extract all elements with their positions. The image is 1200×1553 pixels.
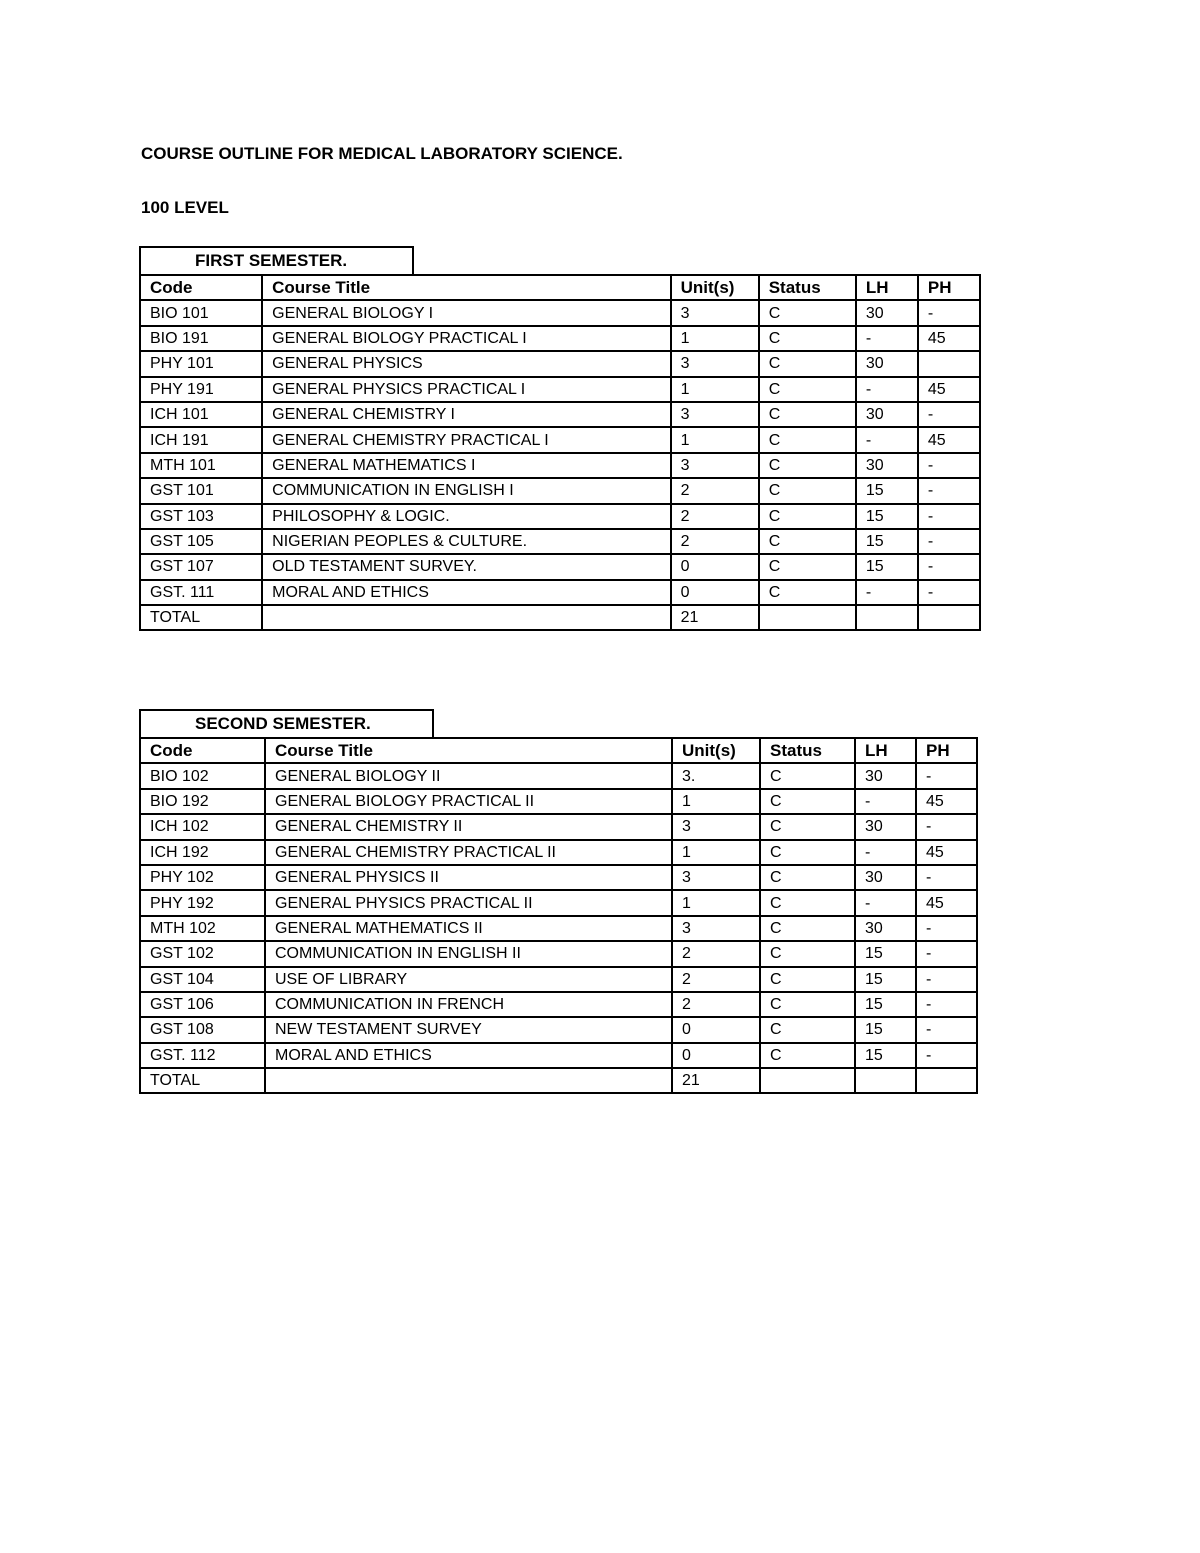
cell-course-title: NIGERIAN PEOPLES & CULTURE. [262,529,670,554]
cell-code: GST 103 [140,504,262,529]
cell-units: 21 [672,1068,760,1093]
cell-course-title: GENERAL BIOLOGY I [262,300,670,325]
table-row [140,992,977,1017]
column-header-course-title: Course Title [265,738,672,763]
cell-ph: - [916,967,977,992]
cell-status: C [760,967,855,992]
cell-units: 2 [671,529,759,554]
cell-units: 2 [672,967,760,992]
cell-ph: - [916,916,977,941]
cell-ph: - [918,504,980,529]
cell-ph: - [916,814,977,839]
second-semester-table [139,737,978,1094]
cell-course-title: GENERAL BIOLOGY II [265,763,672,788]
total-row [140,1068,977,1093]
cell-course-title: GENERAL PHYSICS PRACTICAL I [262,377,670,402]
cell-course-title: GENERAL BIOLOGY PRACTICAL I [262,326,670,351]
cell-status [760,1068,855,1093]
cell-status: C [759,504,856,529]
column-header-lh: LH [856,275,918,300]
cell-status: C [759,300,856,325]
column-header-course-title: Course Title [262,275,670,300]
cell-status: C [759,402,856,427]
cell-code: BIO 101 [140,300,262,325]
cell-course-title [265,1068,672,1093]
table-row [140,427,980,452]
cell-ph: 45 [916,789,977,814]
cell-status: C [760,992,855,1017]
cell-units: 3. [672,763,760,788]
cell-lh: - [855,789,916,814]
cell-code: GST 106 [140,992,265,1017]
cell-course-title: GENERAL MATHEMATICS II [265,916,672,941]
cell-course-title: PHILOSOPHY & LOGIC. [262,504,670,529]
cell-ph: - [916,992,977,1017]
column-header-status: Status [759,275,856,300]
cell-code: GST 107 [140,554,262,579]
cell-units: 2 [672,941,760,966]
cell-code: BIO 191 [140,326,262,351]
table-row [140,1017,977,1042]
cell-course-title: GENERAL PHYSICS PRACTICAL II [265,890,672,915]
cell-code: GST. 112 [140,1043,265,1068]
cell-lh: 30 [855,814,916,839]
cell-status: C [759,580,856,605]
cell-status: C [760,789,855,814]
cell-status: C [759,453,856,478]
cell-ph: 45 [916,890,977,915]
cell-status: C [760,916,855,941]
cell-course-title: MORAL AND ETHICS [265,1043,672,1068]
cell-ph: - [918,300,980,325]
cell-lh: 30 [856,402,918,427]
column-header-units: Unit(s) [672,738,760,763]
table-row [140,529,980,554]
cell-lh: - [856,377,918,402]
cell-code: PHY 102 [140,865,265,890]
cell-lh: 15 [855,1043,916,1068]
cell-lh: - [856,427,918,452]
cell-lh: - [856,580,918,605]
cell-units: 3 [672,916,760,941]
cell-course-title: OLD TESTAMENT SURVEY. [262,554,670,579]
cell-lh: 15 [855,967,916,992]
cell-course-title: COMMUNICATION IN FRENCH [265,992,672,1017]
table-row [140,351,980,376]
cell-status: C [760,941,855,966]
cell-course-title: GENERAL CHEMISTRY PRACTICAL II [265,840,672,865]
table-row [140,890,977,915]
cell-units: 3 [671,300,759,325]
cell-status: C [760,1017,855,1042]
cell-status: C [759,377,856,402]
cell-ph: - [916,1043,977,1068]
cell-course-title: GENERAL PHYSICS [262,351,670,376]
table-row [140,377,980,402]
cell-lh [856,605,918,630]
cell-ph: - [918,580,980,605]
column-header-code: Code [140,275,262,300]
cell-lh: 15 [855,941,916,966]
cell-units: 3 [671,402,759,427]
cell-course-title [262,605,670,630]
page-title: COURSE OUTLINE FOR MEDICAL LABORATORY SCIENCE. [141,144,623,163]
table-row [140,814,977,839]
cell-status: C [760,865,855,890]
cell-units: 3 [671,351,759,376]
table-row [140,840,977,865]
cell-units: 1 [672,840,760,865]
cell-ph [918,605,980,630]
table-row [140,300,980,325]
cell-course-title: COMMUNICATION IN ENGLISH II [265,941,672,966]
cell-status: C [759,478,856,503]
cell-units: 21 [671,605,759,630]
cell-lh: 30 [856,351,918,376]
cell-ph: 45 [918,326,980,351]
cell-code: PHY 101 [140,351,262,376]
cell-units: 2 [671,478,759,503]
table-row [140,967,977,992]
cell-ph: - [918,529,980,554]
cell-course-title: USE OF LIBRARY [265,967,672,992]
table-row [140,326,980,351]
table-header-row [140,738,977,763]
table-header-row [140,275,980,300]
cell-ph: - [918,453,980,478]
cell-course-title: NEW TESTAMENT SURVEY [265,1017,672,1042]
table-row [140,916,977,941]
column-header-code: Code [140,738,265,763]
cell-status: C [760,763,855,788]
cell-code: GST 104 [140,967,265,992]
cell-status: C [760,840,855,865]
cell-status: C [759,427,856,452]
cell-ph: - [918,478,980,503]
cell-code: ICH 101 [140,402,262,427]
first-semester-table [139,274,981,631]
cell-code: MTH 101 [140,453,262,478]
cell-units: 1 [671,377,759,402]
cell-ph: 45 [918,377,980,402]
table-row [140,453,980,478]
level-heading: 100 LEVEL [141,198,229,217]
first-semester-label: FIRST SEMESTER. [139,246,414,275]
cell-lh: 15 [856,554,918,579]
cell-course-title: GENERAL CHEMISTRY PRACTICAL I [262,427,670,452]
cell-units: 3 [672,814,760,839]
cell-units: 2 [671,504,759,529]
column-header-ph: PH [916,738,977,763]
cell-ph: - [918,554,980,579]
cell-lh: 30 [855,865,916,890]
table-row [140,554,980,579]
cell-code: ICH 192 [140,840,265,865]
cell-units: 0 [672,1017,760,1042]
column-header-units: Unit(s) [671,275,759,300]
cell-lh: 15 [856,529,918,554]
cell-lh: - [855,840,916,865]
cell-lh: 15 [856,478,918,503]
cell-lh: - [856,326,918,351]
second-semester-label: SECOND SEMESTER. [139,709,434,738]
cell-course-title: GENERAL BIOLOGY PRACTICAL II [265,789,672,814]
cell-lh: 30 [856,453,918,478]
cell-ph [916,1068,977,1093]
cell-units: 2 [672,992,760,1017]
table-row [140,789,977,814]
cell-course-title: GENERAL CHEMISTRY II [265,814,672,839]
cell-lh: 30 [855,916,916,941]
cell-status: C [759,326,856,351]
cell-course-title: GENERAL MATHEMATICS I [262,453,670,478]
total-row [140,605,980,630]
table-row [140,580,980,605]
cell-lh: - [855,890,916,915]
cell-code: TOTAL [140,605,262,630]
cell-course-title: MORAL AND ETHICS [262,580,670,605]
cell-lh [855,1068,916,1093]
cell-units: 1 [671,427,759,452]
cell-course-title: GENERAL PHYSICS II [265,865,672,890]
cell-ph: 45 [916,840,977,865]
cell-ph: - [916,1017,977,1042]
cell-ph: - [918,402,980,427]
cell-units: 1 [671,326,759,351]
cell-code: PHY 191 [140,377,262,402]
cell-course-title: GENERAL CHEMISTRY I [262,402,670,427]
cell-lh: 30 [855,763,916,788]
cell-units: 3 [672,865,760,890]
cell-code: BIO 102 [140,763,265,788]
table-row [140,865,977,890]
cell-ph: 45 [918,427,980,452]
column-header-ph: PH [918,275,980,300]
cell-status: C [760,890,855,915]
cell-code: BIO 192 [140,789,265,814]
cell-code: GST 102 [140,941,265,966]
cell-status: C [759,529,856,554]
cell-code: GST 108 [140,1017,265,1042]
cell-units: 0 [671,580,759,605]
cell-units: 1 [672,789,760,814]
cell-units: 1 [672,890,760,915]
cell-units: 0 [672,1043,760,1068]
cell-ph [918,351,980,376]
table-row [140,763,977,788]
table-row [140,941,977,966]
cell-lh: 15 [855,1017,916,1042]
cell-code: ICH 191 [140,427,262,452]
cell-status: C [760,814,855,839]
cell-units: 3 [671,453,759,478]
table-row [140,1043,977,1068]
cell-code: GST 105 [140,529,262,554]
cell-course-title: COMMUNICATION IN ENGLISH I [262,478,670,503]
cell-status: C [759,351,856,376]
cell-lh: 30 [856,300,918,325]
cell-code: PHY 192 [140,890,265,915]
table-row [140,402,980,427]
cell-code: TOTAL [140,1068,265,1093]
table-row [140,478,980,503]
cell-status: C [759,554,856,579]
cell-status: C [760,1043,855,1068]
cell-ph: - [916,865,977,890]
cell-code: ICH 102 [140,814,265,839]
column-header-status: Status [760,738,855,763]
cell-ph: - [916,941,977,966]
column-header-lh: LH [855,738,916,763]
cell-lh: 15 [855,992,916,1017]
cell-lh: 15 [856,504,918,529]
cell-code: GST. 111 [140,580,262,605]
cell-ph: - [916,763,977,788]
cell-status [759,605,856,630]
cell-code: MTH 102 [140,916,265,941]
cell-units: 0 [671,554,759,579]
cell-code: GST 101 [140,478,262,503]
table-row [140,504,980,529]
